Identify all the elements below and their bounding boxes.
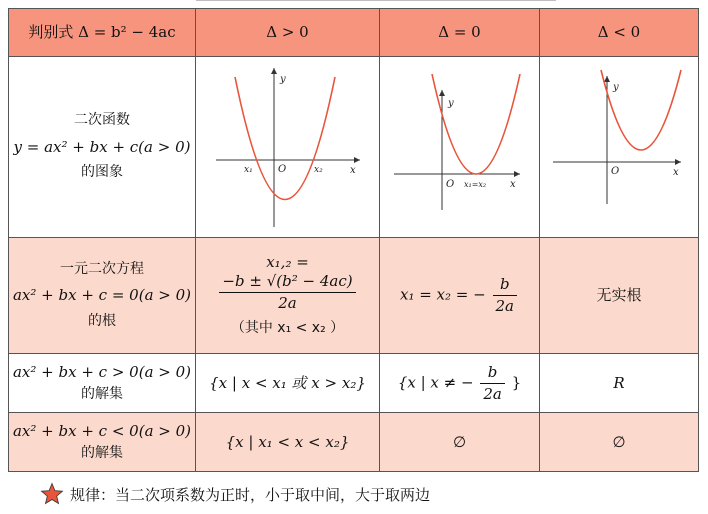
x-axis-arrow [514, 171, 520, 177]
equation-label-1: 一元二次方程 [60, 260, 144, 277]
greater-zero-fraction [480, 363, 505, 404]
function-label-2: y = ax² + bx + c(a > 0) [13, 137, 191, 156]
greater-zero-cell [380, 354, 540, 413]
y-axis-arrow [604, 76, 610, 82]
less-label-cell [9, 413, 196, 472]
function-graph-row [9, 57, 699, 238]
quadratic-formula-numerator: −b ± √(b² − 4ac) [219, 272, 355, 293]
graph-cell-zero [380, 57, 540, 238]
header-delta-positive: Δ > 0 [196, 9, 380, 57]
less-negative-cell: ∅ [540, 413, 699, 472]
roots-negative-cell: 无实根 [540, 238, 699, 354]
rule-footer [40, 482, 430, 506]
less-label-1: ax² + bx + c < 0(a > 0) [12, 421, 192, 440]
x-axis-label: x [509, 179, 516, 190]
root2-label: x₂ [313, 165, 323, 175]
equation-label-cell [9, 238, 196, 354]
origin-label: O [611, 166, 620, 177]
top-divider [196, 0, 556, 1]
function-label-1: 二次函数 [74, 112, 130, 129]
greater-label-2: 的解集 [81, 385, 123, 402]
roots-formula-lhs: x₁,₂ = [266, 253, 309, 272]
greater-positive-cell: {x | x < x₁ 或 x > x₂} [196, 354, 380, 413]
greater-label-1: ax² + bx + c > 0(a > 0) [12, 362, 192, 381]
function-label-3: 的图象 [81, 164, 123, 181]
double-root-fraction [493, 275, 518, 316]
less-zero-cell: ∅ [380, 413, 540, 472]
greater-label-cell [9, 354, 196, 413]
double-root-lhs: x₁ = x₂ = − [399, 285, 486, 304]
origin-label: O [445, 179, 454, 190]
x-axis-label: x [349, 165, 356, 176]
x-axis-arrow [354, 157, 360, 163]
double-root-numerator: b [493, 275, 518, 296]
parabola-curve [235, 77, 335, 200]
roots-zero-cell [380, 238, 540, 354]
header-row [9, 9, 699, 57]
greater-solution-row [9, 354, 699, 413]
roots-positive-cell [196, 238, 380, 354]
parabola-curve [432, 74, 520, 174]
less-solution-row [9, 413, 699, 472]
rule-text: 规律：当二次项系数为正时，小于取中间，大于取两边 [70, 485, 431, 504]
quadratic-formula [219, 272, 355, 313]
double-root-denominator: 2a [495, 297, 514, 315]
parabola-graph-negative [549, 62, 689, 232]
greater-zero-rhs: } [511, 373, 522, 391]
parabola-graph-positive [208, 62, 368, 232]
x-axis-label: x [673, 167, 679, 178]
greater-negative-cell: R [540, 354, 699, 413]
root1-label: x₁ [243, 165, 253, 175]
greater-zero-numerator: b [480, 363, 505, 384]
equation-label-2: ax² + bx + c = 0(a > 0) [12, 286, 192, 305]
y-axis-label: y [613, 82, 619, 93]
origin-label: O [277, 164, 286, 175]
y-axis-label: y [279, 74, 286, 85]
greater-zero-lhs: {x | x ≠ − [397, 373, 474, 391]
quadratic-formula-denominator: 2a [278, 293, 297, 312]
discriminant-table [8, 8, 699, 472]
equation-label-3: 的根 [88, 312, 116, 329]
double-root-label: x₁=x₂ [463, 180, 486, 189]
header-delta-zero: Δ = 0 [380, 9, 540, 57]
x-axis-arrow [675, 159, 681, 165]
y-axis-arrow [439, 90, 445, 96]
star-icon [40, 482, 64, 506]
roots-order-note: （其中 x₁ < x₂ ） [230, 320, 345, 337]
y-axis-label: y [447, 98, 454, 109]
header-discriminant: 判别式 Δ = b² − 4ac [9, 9, 196, 57]
greater-zero-denominator: 2a [483, 384, 502, 403]
equation-roots-row [9, 238, 699, 354]
less-positive-cell: {x | x₁ < x < x₂} [196, 413, 380, 472]
y-axis-arrow [271, 68, 277, 74]
graph-cell-negative [540, 57, 699, 238]
graph-cell-positive [196, 57, 380, 238]
less-label-2: 的解集 [81, 444, 123, 461]
function-label-cell [9, 57, 196, 238]
parabola-graph-zero [390, 62, 530, 232]
header-delta-negative: Δ < 0 [540, 9, 699, 57]
